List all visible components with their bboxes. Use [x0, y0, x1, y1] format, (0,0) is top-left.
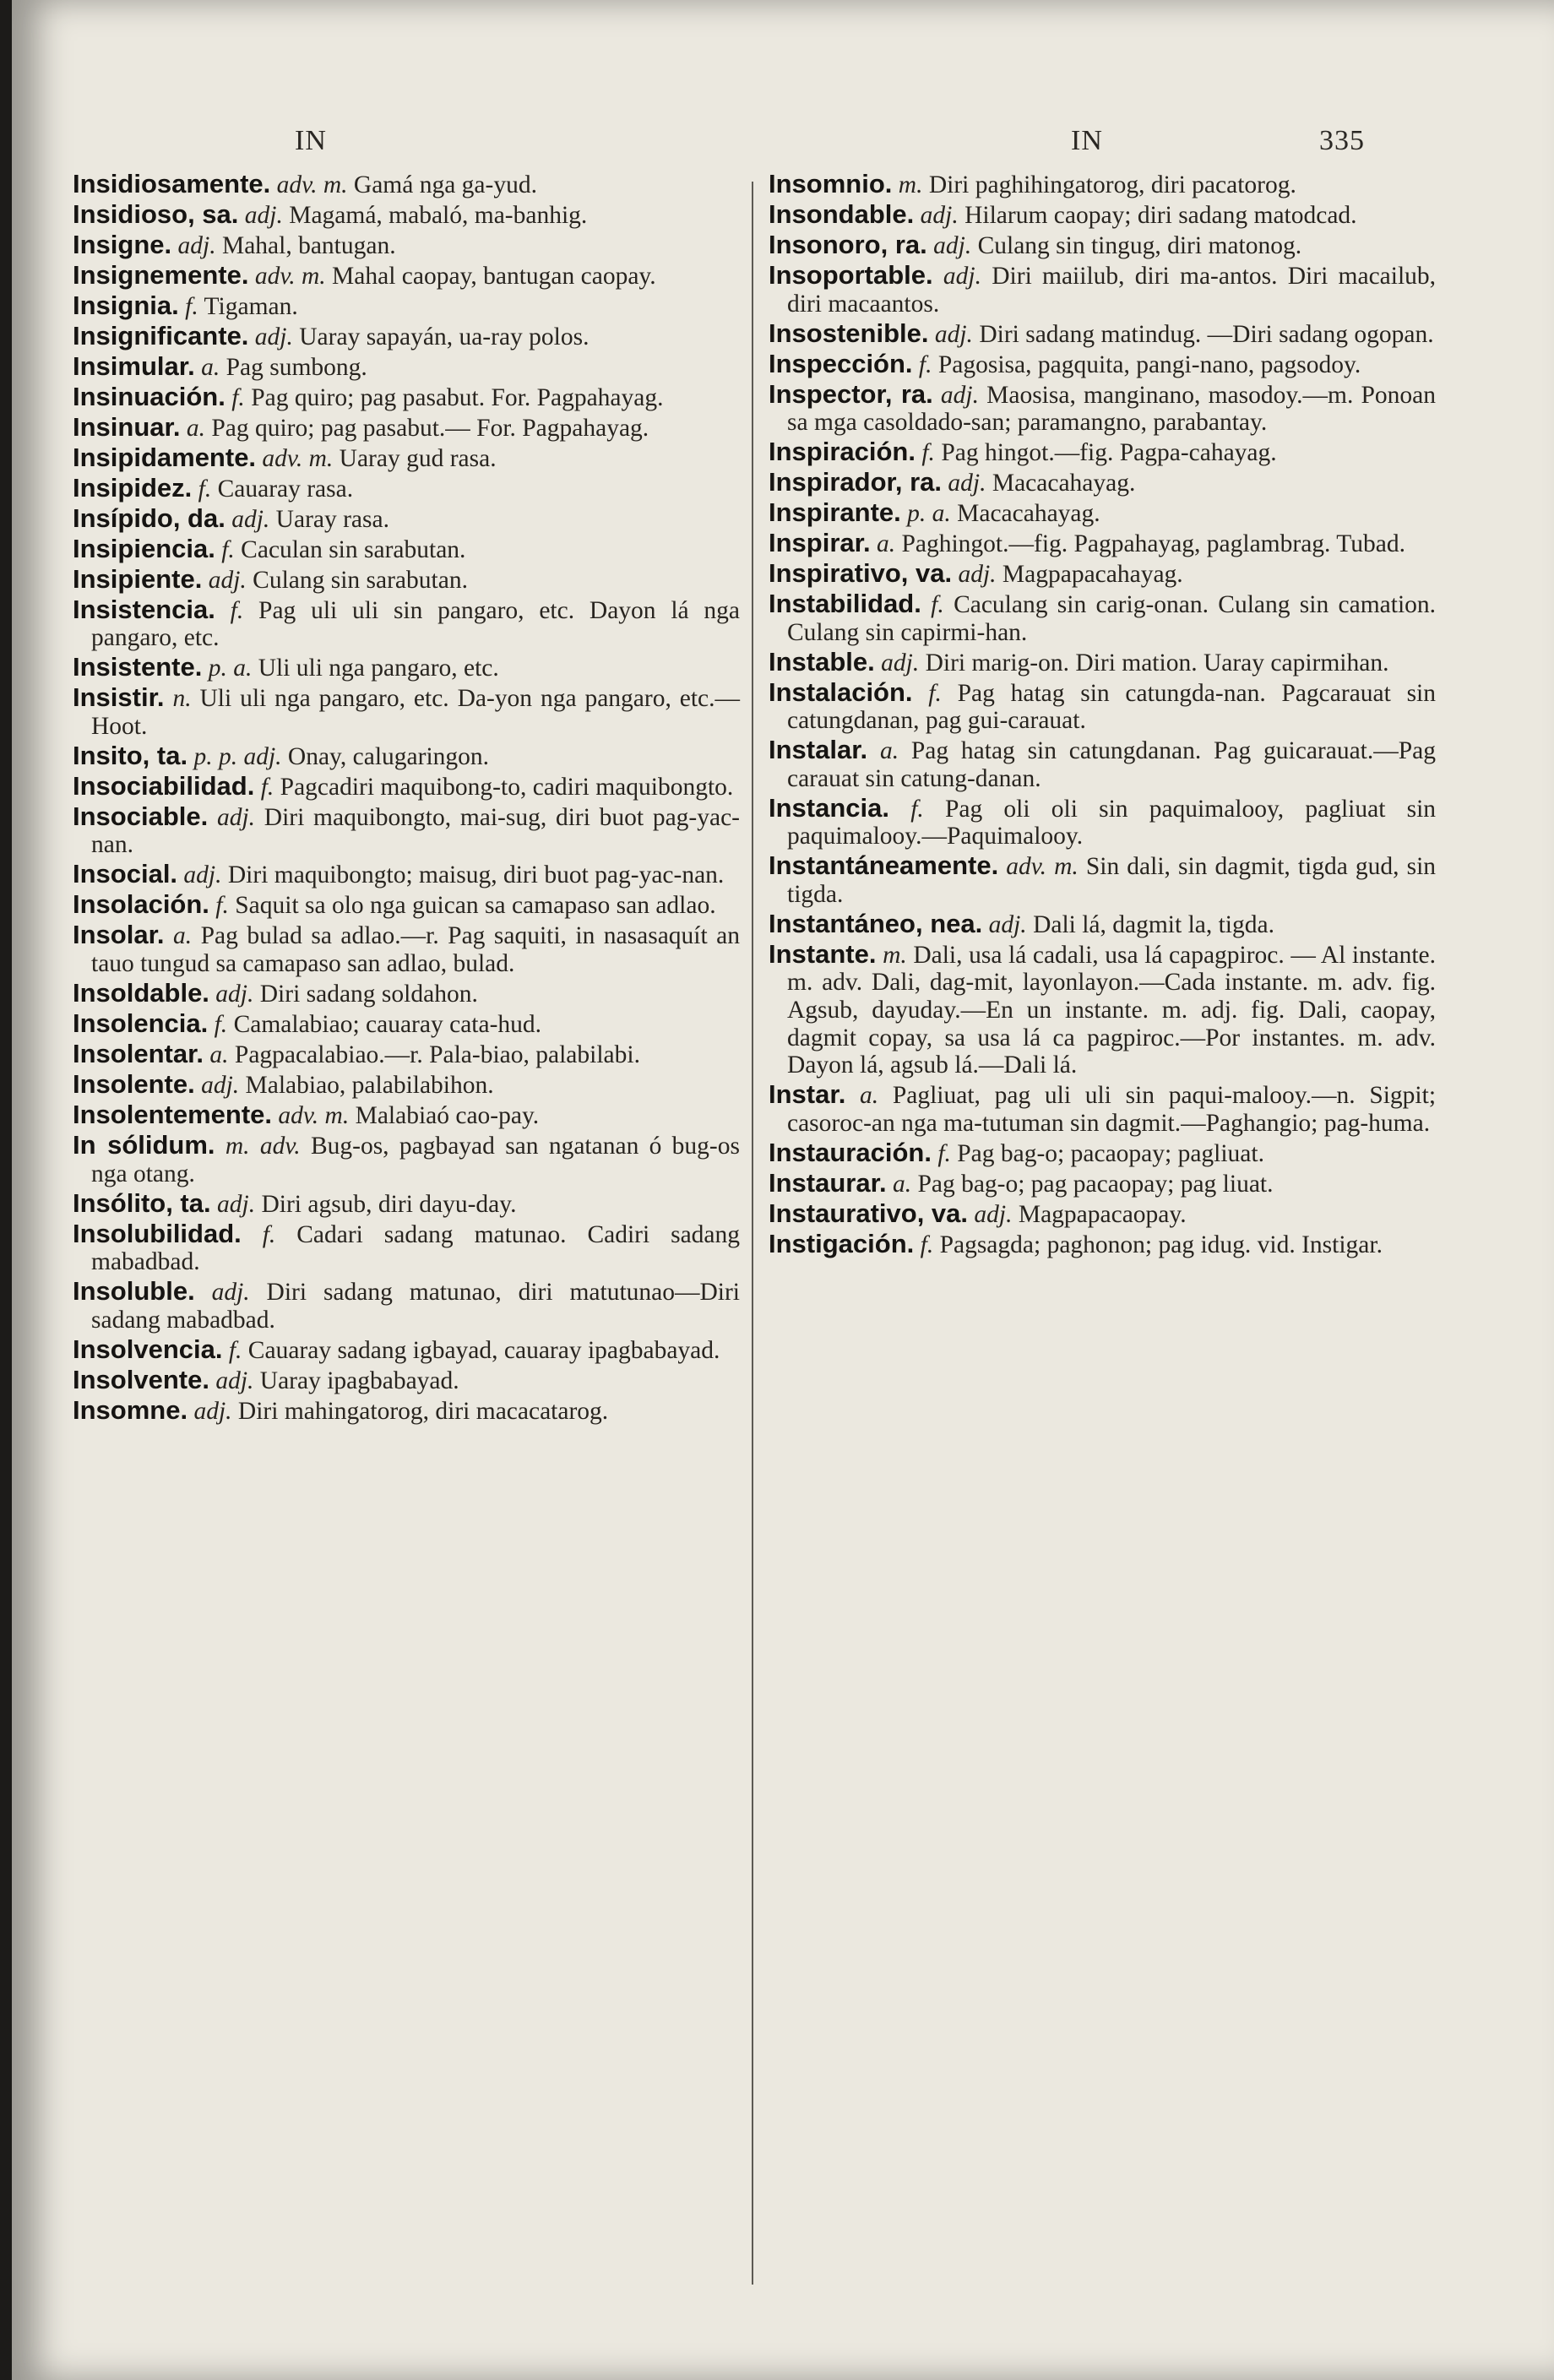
- entry-headword: Insolar.: [73, 920, 165, 950]
- dictionary-entry: [769, 646, 1436, 677]
- entry-grammar-label: f.: [918, 350, 932, 378]
- dictionary-entry: [769, 560, 1436, 589]
- dictionary-entry: [73, 563, 740, 595]
- entry-grammar-label: p. p. adj.: [193, 742, 282, 770]
- entry-definition: Bug-os, pagbayad san ngatanan ó bug-os nga otang.: [91, 1132, 740, 1187]
- entry-headword: Instancia.: [769, 792, 889, 823]
- entry-headword: Inspección.: [769, 348, 913, 378]
- entry-definition: Diri marig-on. Diri mation. Uaray capirmihan.: [925, 649, 1389, 677]
- entry-grammar-label: a.: [879, 737, 899, 765]
- entry-headword: Instauración.: [769, 1137, 932, 1167]
- dictionary-entry: [769, 910, 1436, 939]
- dictionary-entry: [769, 792, 1437, 850]
- entry-definition: Diri maquibongto; maisug, diri buot pag-yac-nan.: [227, 861, 725, 889]
- dictionary-entry: [769, 350, 1436, 379]
- entry-headword: Inspector, ra.: [769, 378, 933, 409]
- entry-definition: Magpapacaopay.: [1018, 1200, 1187, 1228]
- left-column: [73, 171, 740, 1427]
- entry-grammar-label: n.: [172, 685, 192, 713]
- entry-grammar-label: f.: [920, 1231, 934, 1258]
- entry-grammar-label: adj.: [216, 803, 256, 831]
- entry-grammar-label: adv. m.: [278, 1101, 350, 1129]
- entry-definition: Pag bulad sa adlao.—r. Pag saquiti, in nasasaquít an tauo tungud sa camapaso san adlao, bulad.: [91, 922, 740, 978]
- dictionary-entry: [769, 438, 1436, 467]
- entry-definition: Hilarum caopay; diri sadang matodcad.: [964, 201, 1357, 229]
- entry-headword: Inspirar.: [769, 528, 871, 558]
- entry-definition: Malabiao, palabilabihon.: [245, 1071, 494, 1099]
- entry-headword: Insolencia.: [73, 1008, 209, 1038]
- entry-headword: Insolvencia.: [73, 1334, 223, 1364]
- entry-grammar-label: a.: [860, 1082, 879, 1110]
- dictionary-entry: [73, 596, 740, 652]
- dictionary-entry: [73, 259, 740, 291]
- dictionary-entry: [769, 679, 1436, 735]
- entry-grammar-label: adj.: [215, 981, 254, 1008]
- page-number: 335: [1319, 125, 1365, 156]
- entry-grammar-label: adj.: [974, 1200, 1013, 1228]
- entry-definition: Dali lá, dagmit la, tigda.: [1033, 910, 1274, 938]
- entry-grammar-label: adj.: [940, 381, 979, 409]
- dictionary-entry: [769, 1228, 1436, 1259]
- entry-definition: Diri paghihingatorog, diri pacatorog.: [928, 171, 1296, 198]
- entry-definition: Camalabiao; cauaray cata-hud.: [233, 1011, 542, 1038]
- dictionary-entry: [769, 1081, 1436, 1137]
- dictionary-entry: [73, 1364, 740, 1395]
- entry-grammar-label: adj.: [988, 910, 1027, 938]
- entry-headword: Insociable.: [73, 801, 209, 831]
- entry-definition: Magpapacahayag.: [1002, 561, 1183, 589]
- dictionary-entry: [769, 530, 1436, 558]
- entry-definition: Malabiaó cao-pay.: [355, 1101, 540, 1129]
- dictionary-entry: [769, 469, 1436, 497]
- entry-headword: Insonoro, ra.: [769, 229, 927, 259]
- entry-definition: Pag quiro; pag pasabut. For. Pagpahayag.: [251, 383, 664, 411]
- entry-headword: Insolación.: [73, 889, 209, 920]
- entry-grammar-label: f.: [185, 292, 198, 320]
- entry-headword: Instalar.: [769, 735, 868, 765]
- entry-grammar-label: adj.: [215, 1367, 254, 1394]
- dictionary-entry: [73, 1394, 740, 1426]
- entry-grammar-label: f.: [231, 383, 245, 411]
- dictionary-entry: [73, 1336, 740, 1365]
- entry-headword: Insidiosamente.: [73, 169, 271, 198]
- dictionary-entry: [769, 590, 1436, 646]
- entry-definition: Diri mahingatorog, diri macacatarog.: [237, 1397, 609, 1425]
- entry-grammar-label: adj.: [254, 323, 293, 350]
- entry-headword: Instabilidad.: [769, 589, 921, 618]
- dictionary-entry: [769, 1200, 1436, 1229]
- entry-headword: Insoldable.: [73, 978, 209, 1008]
- entry-definition: Caculan sin sarabutan.: [241, 535, 466, 563]
- dictionary-entry: [73, 383, 740, 412]
- entry-headword: Insoportable.: [769, 259, 933, 290]
- entry-definition: Pag hatag sin catungda-nan. Pagcarauat sin catungdanan, pag gui-carauat.: [787, 679, 1437, 735]
- entry-definition: Cadari sadang matunao. Cadiri sadang mabadbad.: [91, 1220, 741, 1276]
- entry-grammar-label: p. a.: [208, 655, 253, 682]
- entry-headword: Insipidamente.: [73, 442, 257, 472]
- entry-definition: Macacahayag.: [957, 500, 1100, 528]
- entry-headword: Instante.: [769, 938, 877, 969]
- dictionary-entry: [73, 1010, 740, 1039]
- entry-grammar-label: f.: [262, 1220, 276, 1248]
- dictionary-entry: [769, 736, 1436, 792]
- entry-grammar-label: f.: [230, 596, 244, 624]
- entry-grammar-label: adj.: [934, 320, 973, 348]
- entry-definition: Cauaray sadang igbayad, cauaray ipagbabayad.: [247, 1336, 720, 1364]
- dictionary-entry: [769, 499, 1436, 528]
- entry-headword: Insocial.: [73, 859, 178, 889]
- entry-grammar-label: f.: [937, 1139, 951, 1167]
- dictionary-entry: [73, 171, 740, 199]
- entry-definition: Culang sin sarabutan.: [253, 566, 468, 594]
- entry-grammar-label: adj.: [211, 1279, 250, 1307]
- entry-headword: Insinuación.: [73, 381, 225, 411]
- dictionary-entry: [73, 444, 740, 473]
- entry-definition: Pag bag-o; pag pacaopay; pag liuat.: [917, 1170, 1274, 1198]
- entry-definition: Caculang sin carig-onan. Culang sin camation. Culang sin capirmi-han.: [787, 591, 1437, 646]
- entry-grammar-label: a.: [876, 530, 896, 558]
- dictionary-entry: [73, 1220, 740, 1276]
- dictionary-entry: [73, 861, 740, 889]
- entry-headword: Insomnio.: [769, 169, 893, 198]
- entry-grammar-label: adv. m.: [254, 262, 326, 290]
- entry-headword: Insostenible.: [769, 318, 929, 348]
- dictionary-entry: [769, 1167, 1436, 1198]
- entry-headword: Instalación.: [769, 677, 913, 707]
- entry-definition: Uli uli nga pangaro, etc.: [258, 655, 499, 682]
- entry-headword: Instantáneamente.: [769, 850, 999, 881]
- dictionary-entry: [73, 921, 740, 977]
- entry-definition: Pag hingot.—fig. Pagpa-cahayag.: [941, 439, 1277, 467]
- dictionary-entry: [769, 378, 1437, 437]
- entry-definition: Diri sadang matunao, diri matutunao—Diri sadang mabadbad.: [91, 1279, 741, 1334]
- entry-headword: Instaurativo, va.: [769, 1198, 969, 1228]
- dictionary-entry: [73, 891, 740, 920]
- dictionary-entry: [73, 742, 740, 771]
- entry-grammar-label: adj.: [193, 1397, 232, 1425]
- entry-grammar-label: m. adv.: [225, 1132, 301, 1160]
- entry-grammar-label: f.: [928, 679, 942, 707]
- entry-headword: Insidioso, sa.: [73, 198, 239, 229]
- entry-definition: Uaray ipagbabayad.: [259, 1367, 459, 1394]
- entry-headword: Insólito, ta.: [73, 1187, 211, 1218]
- dictionary-entry: [769, 938, 1437, 1079]
- entry-grammar-label: f.: [260, 773, 274, 801]
- entry-definition: Macacahayag.: [992, 470, 1136, 497]
- entry-definition: Paghingot.—fig. Pagpahayag, paglambrag. Tubad.: [901, 530, 1405, 558]
- dictionary-page: [12, 0, 1554, 2380]
- entry-grammar-label: adj.: [943, 262, 981, 290]
- entry-grammar-label: a.: [892, 1170, 912, 1198]
- entry-grammar-label: adj.: [244, 201, 283, 229]
- entry-definition: Tigaman.: [204, 292, 298, 320]
- dictionary-entry: [73, 1187, 740, 1219]
- dictionary-entry: [73, 411, 740, 443]
- dictionary-entry: [73, 505, 740, 534]
- dictionary-entry: [73, 1129, 740, 1187]
- dictionary-entry: [73, 198, 740, 230]
- entry-definition: Cauaray rasa.: [217, 475, 354, 503]
- dictionary-entry: [73, 231, 740, 260]
- entry-grammar-label: f.: [228, 1336, 242, 1364]
- entry-grammar-label: adj.: [183, 861, 222, 889]
- entry-grammar-label: f.: [221, 535, 235, 563]
- entry-definition: Diri sadang matindug. —Diri sadang ogopan.: [979, 320, 1434, 348]
- entry-definition: Diri maiilub, diri ma-antos. Diri macailub, diri macaantos.: [787, 262, 1437, 318]
- entry-headword: Instable.: [769, 646, 875, 677]
- entry-headword: Instigación.: [769, 1228, 915, 1258]
- entry-grammar-label: a.: [186, 414, 205, 442]
- entry-definition: Pagosisa, pagquita, pangi-nano, pagsodoy.: [937, 350, 1361, 378]
- entry-grammar-label: f.: [910, 795, 924, 823]
- entry-definition: Diri maquibongto, mai-sug, diri buot pag-yac-nan.: [91, 803, 741, 859]
- entry-definition: Pag uli uli sin pangaro, etc. Dayon lá nga pangaro, etc.: [91, 596, 741, 652]
- dictionary-entry: [73, 535, 740, 564]
- entry-definition: Uaray sapayán, ua-ray polos.: [299, 323, 590, 350]
- entry-definition: Uaray gud rasa.: [339, 444, 497, 472]
- entry-headword: Inspirante.: [769, 497, 901, 528]
- dictionary-entry: [73, 320, 740, 351]
- dictionary-entry: [73, 1068, 740, 1100]
- entry-definition: Pag bag-o; pacaopay; pagliuat.: [957, 1139, 1264, 1167]
- entry-headword: Instantáneo, nea.: [769, 908, 983, 938]
- dictionary-entry: [73, 350, 740, 382]
- entry-definition: Uaray rasa.: [275, 505, 389, 533]
- entry-headword: Insipidez.: [73, 472, 193, 503]
- entry-grammar-label: adv. m.: [276, 171, 348, 198]
- entry-definition: Pag oli oli sin paquimalooy, pagliuat sin paquimalooy.—Paquimalooy.: [787, 795, 1437, 850]
- entry-definition: Magamá, mabaló, ma-banhig.: [289, 201, 588, 229]
- entry-grammar-label: p. a.: [907, 500, 951, 528]
- dictionary-entry: [769, 198, 1436, 230]
- entry-headword: Insoluble.: [73, 1276, 195, 1307]
- dictionary-entry: [769, 320, 1436, 349]
- entry-headword: Insolentar.: [73, 1038, 204, 1068]
- entry-grammar-label: f.: [198, 475, 212, 503]
- entry-definition: Diri sadang soldahon.: [259, 981, 478, 1008]
- entry-grammar-label: adj.: [177, 231, 216, 259]
- entry-grammar-label: adj.: [948, 470, 986, 497]
- entry-grammar-label: adj.: [958, 561, 997, 589]
- entry-headword: Insignia.: [73, 290, 179, 320]
- dictionary-entry: [769, 259, 1437, 318]
- entry-definition: Gamá nga ga-yud.: [353, 171, 537, 198]
- entry-definition: Onay, calugaringon.: [287, 742, 490, 770]
- entry-grammar-label: m.: [883, 941, 907, 969]
- entry-grammar-label: adj.: [201, 1071, 240, 1099]
- left-running-head: IN: [295, 125, 327, 156]
- entry-definition: Uli uli nga pangaro, etc. Da-yon nga pangaro, etc.—Hoot.: [91, 685, 740, 740]
- entry-headword: Insipiencia.: [73, 533, 215, 563]
- dictionary-entry: [73, 1038, 740, 1069]
- entry-definition: Pag hatag sin catungdanan. Pag guicarauat.—Pag carauat sin catung-danan.: [787, 737, 1436, 792]
- entry-headword: Insistir.: [73, 682, 165, 713]
- entry-grammar-label: adj.: [217, 1190, 256, 1218]
- entry-headword: In sólidum.: [73, 1129, 215, 1160]
- entry-headword: Insinuar.: [73, 411, 181, 442]
- entry-definition: Culang sin tingug, diri matonog.: [977, 231, 1302, 259]
- dictionary-entry: [769, 231, 1436, 260]
- entry-definition: Pagsagda; paghonon; pag idug. vid. Instigar.: [939, 1231, 1383, 1258]
- dictionary-entry: [73, 803, 740, 859]
- right-column: [769, 171, 1436, 1261]
- entry-headword: Insípido, da.: [73, 503, 225, 533]
- entry-grammar-label: adj.: [920, 201, 959, 229]
- entry-headword: Inspiración.: [769, 437, 916, 467]
- dictionary-entry: [73, 654, 740, 682]
- entry-definition: Pag quiro; pag pasabut.— For. Pagpahayag.: [211, 414, 649, 442]
- entry-headword: Insito, ta.: [73, 740, 188, 770]
- page-gutter: [0, 0, 12, 2380]
- dictionary-entry: [73, 1101, 740, 1130]
- dictionary-entry: [769, 852, 1436, 908]
- entry-headword: Instar.: [769, 1079, 846, 1110]
- entry-definition: Mahal caopay, bantugan caopay.: [332, 262, 656, 290]
- dictionary-entry: [73, 684, 740, 740]
- entry-grammar-label: m.: [898, 171, 923, 198]
- entry-grammar-label: adv. m.: [262, 444, 334, 472]
- entry-headword: Insistente.: [73, 652, 203, 682]
- entry-grammar-label: a.: [173, 922, 193, 950]
- entry-definition: Saquit sa olo nga guican sa camapaso san adlao.: [235, 892, 716, 920]
- entry-headword: Insomne.: [73, 1394, 188, 1425]
- entry-headword: Instaurar.: [769, 1167, 887, 1198]
- entry-grammar-label: a.: [201, 353, 220, 381]
- entry-headword: Insistencia.: [73, 594, 215, 624]
- entry-definition: Pagliuat, pag uli uli sin paqui-malooy.—n. Sigpit; casoroc-an nga ma-tutuman sin dagmit.—Paghangio; pag-huma.: [787, 1082, 1437, 1137]
- entry-definition: Mahal, bantugan.: [221, 231, 396, 259]
- dictionary-entry: [73, 980, 740, 1008]
- dictionary-entry: [73, 472, 740, 503]
- entry-headword: Insolubilidad.: [73, 1218, 242, 1248]
- entry-definition: Sin dali, sin dagmit, tigda gud, sin tigda.: [787, 853, 1437, 908]
- entry-headword: Insignemente.: [73, 259, 249, 290]
- entry-headword: Insolente.: [73, 1068, 195, 1099]
- entry-definition: Diri agsub, diri dayu-day.: [261, 1190, 517, 1218]
- entry-grammar-label: f.: [921, 439, 935, 467]
- entry-definition: Dali, usa lá cadali, usa lá capagpiroc. — Al instante. m. adv. Dali, dag-mit, layonlayon.—Cada instante. m. adv. fig. Agsub, dayuday.—En un instante. m. adj. fig. Dali, caopay, dagmit copay, sa usa lá ca pagpiroc.—Por instantes. m. adv. Dayon lá, agsub lá.—Dali lá.: [787, 941, 1437, 1079]
- dictionary-entry: [769, 1139, 1436, 1168]
- entry-grammar-label: adj.: [208, 566, 247, 594]
- entry-headword: Inspirativo, va.: [769, 558, 953, 589]
- dictionary-entry: [73, 292, 740, 321]
- right-running-head: IN: [1071, 125, 1103, 156]
- entry-headword: Insolentemente.: [73, 1099, 272, 1129]
- entry-grammar-label: f.: [214, 1011, 228, 1038]
- entry-grammar-label: adj.: [231, 505, 270, 533]
- entry-definition: Pagpacalabiao.—r. Pala-biao, palabilabi.: [234, 1041, 640, 1068]
- entry-grammar-label: adv. m.: [1006, 853, 1079, 881]
- dictionary-entry: [73, 1278, 740, 1334]
- entry-headword: Insimular.: [73, 350, 195, 381]
- entry-headword: Insipiente.: [73, 563, 203, 594]
- column-divider: [752, 182, 753, 2285]
- entry-definition: Pag sumbong.: [225, 353, 367, 381]
- dictionary-entry: [73, 770, 740, 801]
- entry-definition: Maosisa, manginano, masodoy.—m. Ponoan sa mga casoldado-san; paramangno, parabantay.: [787, 381, 1437, 437]
- entry-headword: Insigne.: [73, 229, 172, 259]
- entry-grammar-label: adj.: [881, 649, 920, 677]
- entry-grammar-label: a.: [209, 1041, 229, 1068]
- entry-headword: Insociabilidad.: [73, 770, 255, 801]
- entry-grammar-label: f.: [215, 892, 229, 920]
- entry-headword: Inspirador, ra.: [769, 467, 943, 497]
- entry-headword: Insondable.: [769, 198, 915, 229]
- entry-definition: Pagcadiri maquibong-to, cadiri maquibongto.: [280, 773, 734, 801]
- entry-grammar-label: adj.: [933, 231, 972, 259]
- entry-headword: Insignificante.: [73, 320, 249, 350]
- entry-headword: Insolvente.: [73, 1364, 209, 1394]
- entry-grammar-label: f.: [931, 591, 944, 618]
- dictionary-entry: [769, 171, 1436, 199]
